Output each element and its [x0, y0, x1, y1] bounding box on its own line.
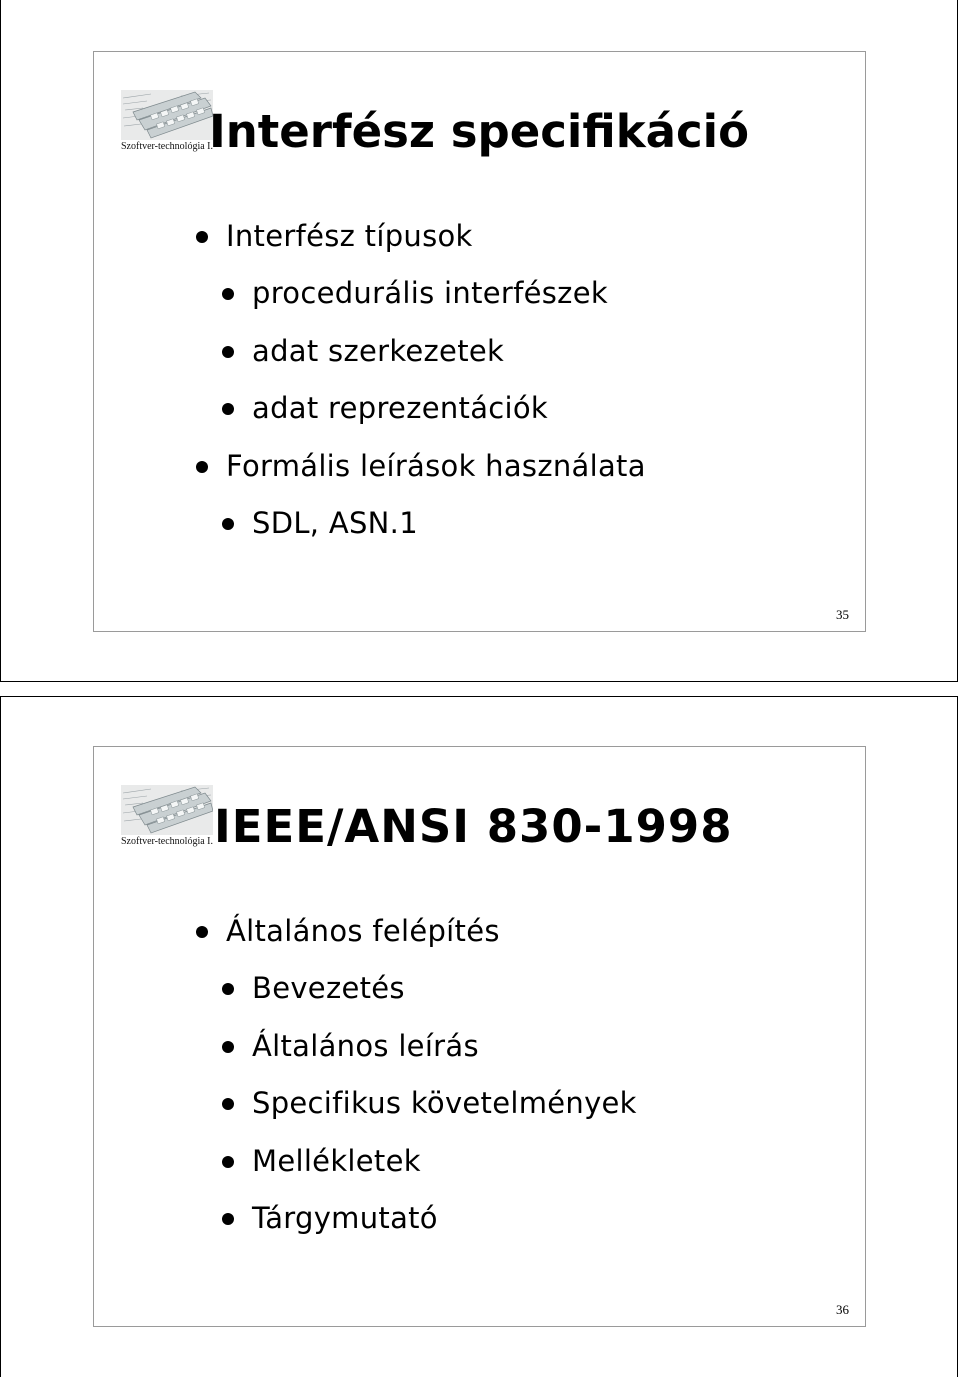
- bullet-item: Tárgymutató: [252, 1198, 438, 1238]
- logo-caption: Szoftver-technológia I.: [121, 141, 213, 152]
- bullet-dot-icon: [222, 288, 234, 300]
- bullet-item: procedurális interfészek: [252, 273, 608, 313]
- bullet-item: Formális leírások használata: [226, 446, 646, 486]
- page-number: 35: [836, 607, 849, 622]
- slide-35: [93, 51, 866, 632]
- bullet-dot-icon: [196, 231, 208, 243]
- bullet-item: Mellékletek: [252, 1141, 421, 1181]
- page-number: 36: [836, 1302, 849, 1317]
- bullet-dot-icon: [222, 1098, 234, 1110]
- logo-caption: Szoftver-technológia I.: [121, 836, 213, 847]
- bullet-dot-icon: [222, 983, 234, 995]
- slide-title: Interfész specifikáció: [209, 105, 750, 158]
- bullet-item: Bevezetés: [252, 968, 405, 1008]
- course-logo: [121, 90, 213, 152]
- bullet-item: Általános felépítés: [226, 911, 500, 951]
- bullet-item: SDL, ASN.1: [252, 503, 418, 543]
- bullet-dot-icon: [196, 461, 208, 473]
- bullet-dot-icon: [222, 518, 234, 530]
- slide-36: [93, 746, 866, 1327]
- bullet-dot-icon: [222, 403, 234, 415]
- keyboard-photo-icon: [121, 785, 213, 835]
- bullet-item: Interfész típusok: [226, 216, 473, 256]
- bullet-item: Specifikus követelmények: [252, 1083, 637, 1123]
- bullet-dot-icon: [196, 926, 208, 938]
- bullet-item: adat reprezentációk: [252, 388, 548, 428]
- course-logo: [121, 785, 213, 847]
- bullet-item: Általános leírás: [252, 1026, 479, 1066]
- slide-title: IEEE/ANSI 830-1998: [214, 800, 733, 853]
- bullet-dot-icon: [222, 1213, 234, 1225]
- keyboard-photo-icon: [121, 90, 213, 140]
- bullet-dot-icon: [222, 1041, 234, 1053]
- bullet-dot-icon: [222, 346, 234, 358]
- bullet-item: adat szerkezetek: [252, 331, 504, 371]
- bullet-dot-icon: [222, 1156, 234, 1168]
